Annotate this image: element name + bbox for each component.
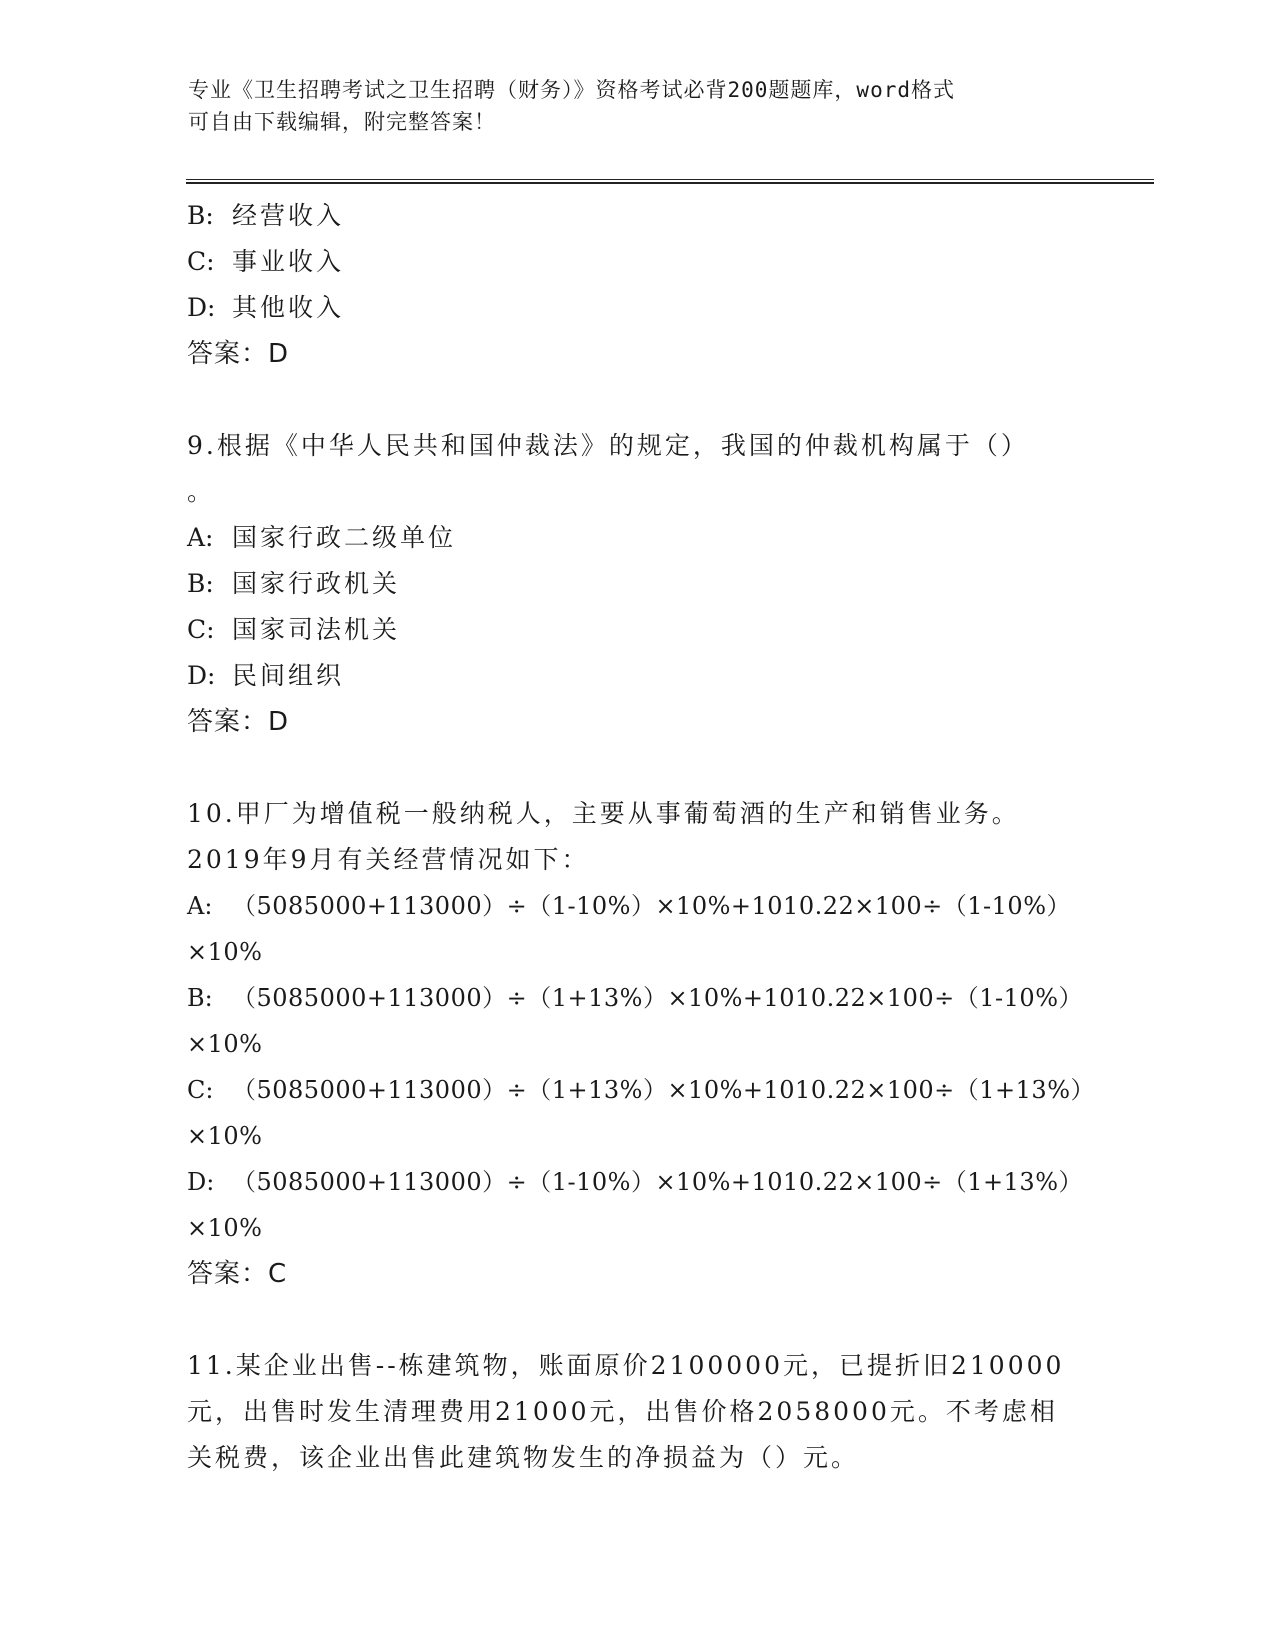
option-d [187, 653, 1087, 699]
option-key: A: [187, 523, 214, 552]
option-c [187, 239, 1087, 285]
option-text: 国家行政二级单位 [232, 523, 457, 552]
option-d-continued: ×10% [187, 1214, 263, 1242]
option-b [187, 193, 1087, 239]
option-key: B: [187, 201, 214, 230]
option-c-continued: ×10% [187, 1122, 263, 1150]
question-stem: 9.根据《中华人民共和国仲裁法》的规定，我国的仲裁机构属于（） [187, 431, 1029, 460]
header-title-line-2: 可自由下载编辑，附完整答案！ [188, 110, 496, 134]
question-stem: 10.甲厂为增值税一般纳税人，主要从事葡萄酒的生产和销售业务。 [187, 799, 1020, 828]
option-key: D: [187, 1168, 215, 1196]
option-text: （5085000+113000）÷（1+13%）×10%+1010.22×100÷（1-10%） [232, 984, 1084, 1012]
question-stem-continued: 关税费，该企业出售此建筑物发生的净损益为（）元。 [187, 1443, 860, 1472]
option-text: 事业收入 [232, 247, 345, 276]
option-text: 其他收入 [232, 293, 345, 322]
option-text: 民间组织 [232, 661, 345, 690]
option-b [187, 975, 1087, 1021]
option-c [187, 607, 1087, 653]
option-a [187, 883, 1087, 929]
question-10 [187, 791, 1096, 1297]
question-spacer [187, 745, 1087, 791]
option-text: （5085000+113000）÷（1-10%）×10%+1010.22×100÷（1-10%） [232, 892, 1072, 920]
question-stem-continued: 元，出售时发生清理费用21000元，出售价格2058000元。不考虑相 [187, 1397, 1058, 1426]
answer-line: 答案：C [187, 1259, 288, 1289]
option-key: A: [187, 892, 213, 920]
header-divider-thick [186, 182, 1154, 184]
question-9 [187, 423, 1087, 745]
option-c [187, 1067, 1096, 1113]
option-text: （5085000+113000）÷（1+13%）×10%+1010.22×100÷（1+13%） [232, 1076, 1096, 1104]
answer-line: 答案：D [187, 707, 290, 737]
question-stem-continued: 。 [187, 477, 216, 506]
question-stem-continued: 2019年9月有关经营情况如下： [187, 845, 590, 874]
option-key: D: [187, 293, 216, 322]
option-a [187, 515, 1087, 561]
option-key: C: [187, 615, 215, 644]
option-d [187, 285, 1087, 331]
option-key: B: [187, 984, 213, 1012]
option-b [187, 561, 1087, 607]
option-key: C: [187, 247, 215, 276]
option-a-continued: ×10% [187, 938, 263, 966]
question-stem: 11.某企业出售--栋建筑物，账面原价2100000元，已提折旧210000 [187, 1351, 1065, 1380]
question-11 [187, 1343, 1087, 1481]
option-b-continued: ×10% [187, 1030, 263, 1058]
question-spacer [187, 377, 1087, 423]
question-content [187, 193, 1096, 1481]
option-key: D: [187, 661, 216, 690]
option-text: （5085000+113000）÷（1-10%）×10%+1010.22×100÷（1+13%） [232, 1168, 1084, 1196]
option-text: 经营收入 [232, 201, 345, 230]
header-title-line-1: 专业《卫生招聘考试之卫生招聘（财务）》资格考试必背200题题库，word格式 [188, 78, 955, 102]
document-header [188, 74, 1068, 138]
question-8 [187, 193, 1087, 377]
question-spacer [187, 1297, 1087, 1343]
option-key: C: [187, 1076, 214, 1104]
header-divider-thin [186, 179, 1154, 180]
option-text: 国家司法机关 [232, 615, 401, 644]
answer-line: 答案：D [187, 339, 290, 369]
option-text: 国家行政机关 [232, 569, 401, 598]
option-d [187, 1159, 1087, 1205]
option-key: B: [187, 569, 214, 598]
